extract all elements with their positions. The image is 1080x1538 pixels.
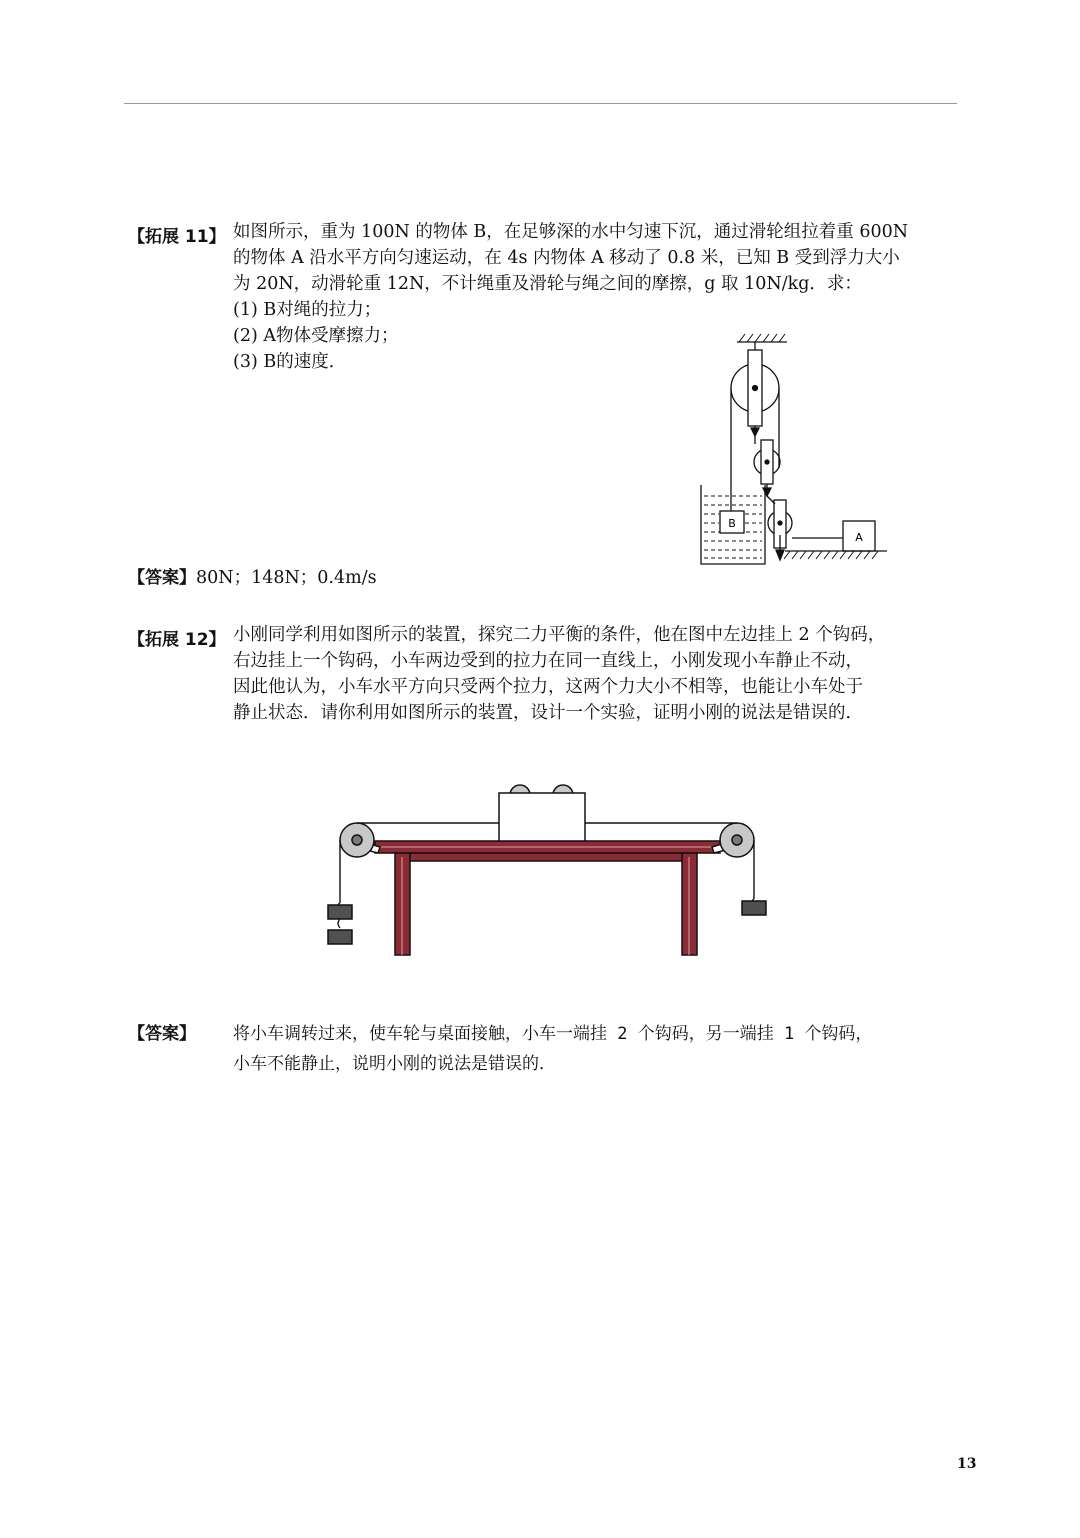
question-3: (3) B的速度． <box>233 352 347 372</box>
problem-12-text <box>233 622 885 726</box>
header-rule <box>124 103 957 104</box>
problem-line: 为 20N，动滑轮重 12N，不计绳重及滑轮与绳之间的摩擦，g 取 10N/kg．求： <box>233 274 862 294</box>
answer-text: 80N；148N；0.4m/s <box>196 568 377 588</box>
problem-line: 小刚同学利用如图所示的装置，探究二力平衡的条件，他在图中左边挂上 2 个钩码， <box>233 625 886 645</box>
problem-line: 如图所示，重为 100N 的物体 B，在足够深的水中匀速下沉，通过滑轮组拉着重 600N <box>233 222 909 242</box>
pulley-system-figure <box>695 328 895 568</box>
problem-line: 因此他认为，小车水平方向只受两个拉力，这两个力大小不相等，也能让小车处于 <box>233 677 863 697</box>
answer-tag: 【答案】 <box>128 1024 196 1044</box>
problem-line: 静止状态．请你利用如图所示的装置，设计一个实验，证明小刚的说法是错误的． <box>233 703 863 723</box>
problem-line: 右边挂上一个钩码，小车两边受到的拉力在同一直线上，小刚发现小车静止不动， <box>233 651 863 671</box>
answer-line: 将小车调转过来，使车轮与桌面接触，小车一端挂 2 个钩码，另一端挂 1 个钩码， <box>233 1024 873 1044</box>
answer-tag: 【答案】 <box>128 568 196 588</box>
block-b-label: B <box>728 517 736 530</box>
problem-12-tag: 【拓展 12】 <box>128 630 226 650</box>
problem-line: 的物体 A 沿水平方向匀速运动，在 4s 内物体 A 移动了 0.8 米，已知 B 受到浮力大小 <box>233 248 900 268</box>
problem-11-tag: 【拓展 11】 <box>128 227 226 247</box>
answer-text <box>233 1019 872 1079</box>
problem-11-answer <box>128 563 377 589</box>
page-number: 13 <box>957 1456 977 1472</box>
answer-line: 小车不能静止，说明小刚的说法是错误的． <box>233 1054 556 1074</box>
question-2: (2) A物体受摩擦力； <box>233 326 399 346</box>
question-1: (1) B对绳的拉力； <box>233 300 382 320</box>
block-a-label: A <box>855 531 863 544</box>
cart-table-figure <box>320 775 780 965</box>
